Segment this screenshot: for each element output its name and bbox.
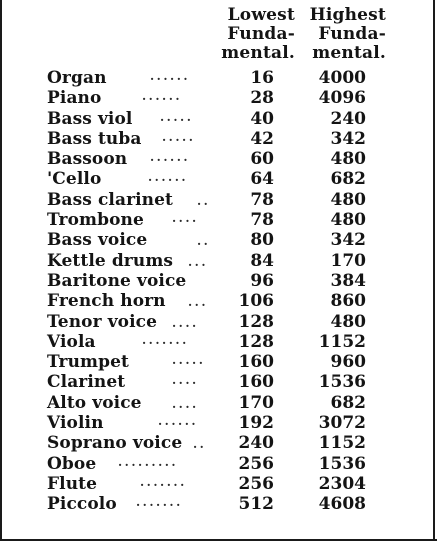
lowest-fundamental-value: 60 — [250, 149, 274, 170]
header-line: mental. — [221, 43, 295, 63]
lowest-fundamental-value: 64 — [250, 169, 274, 190]
leader-dots: ······ — [158, 417, 199, 432]
lowest-fundamental-value: 240 — [238, 433, 274, 454]
lowest-fundamental-value: 512 — [238, 494, 274, 515]
leader-dots: ······· — [142, 335, 189, 350]
table-body — [0, 68, 437, 515]
leader-dots: ···· — [172, 214, 199, 229]
lowest-fundamental-value: 78 — [250, 210, 274, 231]
lowest-fundamental-value: 160 — [238, 352, 274, 373]
highest-fundamental-value: 1536 — [318, 453, 366, 474]
table-border-bottom — [0, 539, 437, 541]
highest-fundamental-value: 3072 — [318, 413, 366, 434]
leader-dots: ... — [188, 295, 209, 310]
instrument-name: Trombone — [47, 210, 144, 231]
leader-dots: ······· — [140, 477, 187, 492]
table-row — [0, 190, 437, 210]
highest-fundamental-value: 480 — [330, 210, 366, 231]
instrument-name: Piano — [47, 88, 102, 109]
table-row — [0, 88, 437, 108]
leader-dots: .. — [197, 193, 211, 208]
instrument-name: Oboe — [47, 453, 97, 474]
lowest-fundamental-value: 40 — [250, 108, 274, 129]
table-row — [0, 109, 437, 129]
table-row — [0, 68, 437, 88]
header-line: mental. — [312, 43, 386, 63]
table-row — [0, 352, 437, 372]
instrument-name: Trumpet — [47, 352, 129, 373]
highest-fundamental-value: 2304 — [318, 473, 366, 494]
highest-fundamental-value: 480 — [330, 311, 366, 332]
instrument-name: Bass voice — [47, 230, 148, 251]
highest-fundamental-value: 240 — [330, 108, 366, 129]
highest-fundamental-value: 170 — [330, 250, 366, 271]
table-row — [0, 312, 437, 332]
header-line: Funda- — [227, 24, 295, 44]
table-row — [0, 393, 437, 413]
lowest-fundamental-value: 42 — [250, 128, 274, 149]
highest-fundamental-value: 1536 — [318, 372, 366, 393]
instrument-name: Viola — [47, 331, 96, 352]
instrument-name: Baritone voice — [47, 270, 187, 291]
leader-dots: ····· — [172, 356, 206, 371]
table-row — [0, 149, 437, 169]
leader-dots: ... — [188, 254, 209, 269]
highest-fundamental-value: 384 — [330, 270, 366, 291]
lowest-fundamental-value: 16 — [250, 68, 274, 88]
instrument-name: 'Cello — [47, 169, 102, 190]
lowest-fundamental-value: 160 — [238, 372, 274, 393]
table-row — [0, 454, 437, 474]
highest-fundamental-value: 682 — [330, 392, 366, 413]
instrument-name: Bassoon — [47, 149, 128, 170]
table-row — [0, 494, 437, 514]
highest-fundamental-value: 1152 — [318, 331, 366, 352]
table-row — [0, 169, 437, 189]
highest-fundamental-value: 860 — [330, 291, 366, 312]
instrument-name: Tenor voice — [47, 311, 158, 332]
highest-fundamental-value: 4608 — [318, 494, 366, 515]
header-line: Highest — [309, 5, 386, 25]
leader-dots: .. — [193, 437, 207, 452]
table-row — [0, 251, 437, 271]
table-row — [0, 474, 437, 494]
lowest-fundamental-value: 128 — [238, 331, 274, 352]
lowest-fundamental-value: 28 — [250, 88, 274, 109]
lowest-fundamental-value: 78 — [250, 189, 274, 210]
instrument-name: Bass viol — [47, 108, 133, 129]
highest-fundamental-value: 342 — [330, 128, 366, 149]
lowest-fundamental-value: 80 — [250, 230, 274, 251]
instrument-name: French horn — [47, 291, 166, 312]
instrument-name: Kettle drums — [47, 250, 174, 271]
instrument-name: Bass clarinet — [47, 189, 174, 210]
instrument-name: Clarinet — [47, 372, 126, 393]
lowest-fundamental-value: 106 — [238, 291, 274, 312]
leader-dots: ········· — [118, 457, 179, 472]
instrument-name: Flute — [47, 473, 98, 494]
table-row — [0, 433, 437, 453]
leader-dots: ······ — [148, 173, 189, 188]
instrument-name: Organ — [47, 68, 107, 88]
instrument-name: Violin — [47, 413, 104, 434]
highest-fundamental-value: 682 — [330, 169, 366, 190]
highest-fundamental-value: 4096 — [318, 88, 366, 109]
highest-fundamental-value: 480 — [330, 189, 366, 210]
instrument-name: Soprano voice — [47, 433, 183, 454]
table-row — [0, 332, 437, 352]
highest-fundamental-value: 960 — [330, 352, 366, 373]
lowest-fundamental-value: 256 — [238, 473, 274, 494]
table-row — [0, 372, 437, 392]
header-line: Funda- — [318, 24, 386, 44]
lowest-fundamental-value: 84 — [250, 250, 274, 271]
table-row — [0, 210, 437, 230]
leader-dots: ······· — [136, 498, 183, 513]
leader-dots: ······ — [150, 72, 191, 86]
column-header-highest-fundamental — [296, 6, 386, 63]
highest-fundamental-value: 1152 — [318, 433, 366, 454]
table-row — [0, 129, 437, 149]
leader-dots: ······ — [150, 153, 191, 168]
table-row — [0, 413, 437, 433]
lowest-fundamental-value: 192 — [238, 413, 274, 434]
lowest-fundamental-value: 96 — [250, 270, 274, 291]
lowest-fundamental-value: 128 — [238, 311, 274, 332]
leader-dots: .. — [197, 234, 211, 249]
column-header-lowest-fundamental — [210, 6, 295, 63]
instrument-name: Piccolo — [47, 494, 117, 515]
leader-dots: ···· — [172, 376, 199, 391]
lowest-fundamental-value: 256 — [238, 453, 274, 474]
highest-fundamental-value: 480 — [330, 149, 366, 170]
highest-fundamental-value: 342 — [330, 230, 366, 251]
leader-dots: ······ — [142, 92, 183, 107]
table-row — [0, 291, 437, 311]
lowest-fundamental-value: 170 — [238, 392, 274, 413]
table-row — [0, 271, 437, 291]
highest-fundamental-value: 4000 — [318, 68, 366, 88]
leader-dots: .... — [172, 315, 199, 330]
instrument-name: Bass tuba — [47, 128, 142, 149]
leader-dots: .... — [172, 396, 199, 411]
header-line: Lowest — [227, 5, 295, 25]
table-row — [0, 230, 437, 250]
leader-dots: ····· — [160, 112, 194, 127]
instrument-name: Alto voice — [47, 392, 142, 413]
leader-dots: ····· — [162, 132, 196, 147]
